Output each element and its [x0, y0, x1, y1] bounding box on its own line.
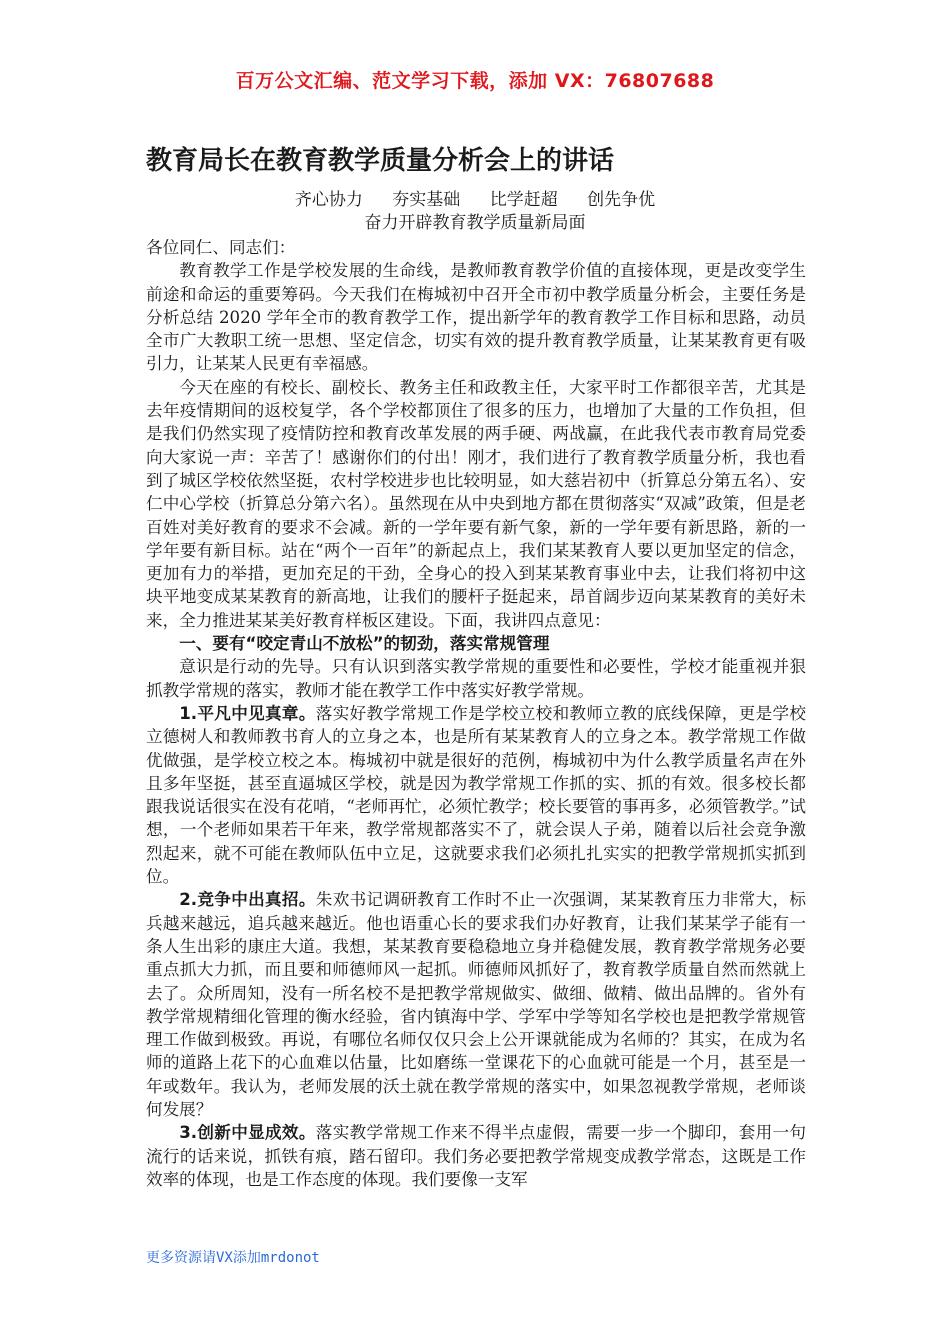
subsection-text: 落实好教学常规工作是学校立校和教师立教的底线保障，更是学校立德树人和教师教书育人的立身之本，也是所有某某教育人的立身之本。教学常规工作做优做强，是学校立校之本。梅城初中就是很好的范例，梅城初中为什么教学质量名声在外且多年坚挺，甚至直逼城区学校，就是因为教学常规工作抓的实、抓的有效。很多校长都跟我说话很实在没有花哨，“老师再忙，必须忙教学；校长要管的事再多，必须管教学。”试想，一个老师如果若干年来，教学常规都落实不了，就会误人子弟，随着以后社会竞争激烈起来，就不可能在教师队伍中立足，这就要求我们必须扎扎实实的把教学常规抓实抓到位。: [146, 703, 807, 887]
subtitle-phrases: [0, 185, 950, 210]
subtitle-line: 奋力开辟教育教学质量新局面: [364, 213, 586, 233]
document-body: [146, 236, 806, 1191]
paragraph: 今天在座的有校长、副校长、教务主任和政教主任，大家平时工作都很辛苦，尤其是去年疫情期间的返校复学，各个学校都顶住了很多的压力，也增加了大量的工作负担，但是我们仍然实现了疫情防控和教育改革发展的两手硬、两战赢，在此我代表市教育局党委向大家说一声：辛苦了！感谢你们的付出！刚才，我们进行了教育教学质量分析，我也看到了城区学校依然坚挺，农村学校进步也比较明显，如大慈岩初中（折算总分第五名）、安仁中心学校（折算总分第六名）。虽然现在从中央到地方都在贯彻落实“双减”政策，但是老百姓对美好教育的要求不会减。新的一学年要有新气象，新的一学年要有新思路，新的一学年要有新目标。站在“两个一百年”的新起点上，我们某某教育人要以更加坚定的信念，更加有力的举措，更加充足的干劲，全身心的投入到某某教育事业中去，让我们将初中这块平地变成某某教育的新高地，让我们的腰杆子挺起来，昂首阔步迈向某某教育的美好未来，全力推进某某美好教育样板区建设。下面，我讲四点意见：: [146, 377, 806, 630]
subsection-heading: 1.平凡中见真章。: [179, 703, 316, 723]
subsection-heading: 3.创新中显成效。: [179, 1123, 316, 1143]
greeting: 各位同仁、同志们：: [146, 238, 296, 257]
subsection-heading: 2.竞争中出真招。: [179, 890, 316, 910]
paragraph: 意识是行动的先导。只有认识到落实教学常规的重要性和必要性，学校才能重视并狠抓教学常规的落实，教师才能在教学工作中落实好教学常规。: [146, 657, 806, 700]
subsection-text: 落实教学常规工作来不得半点虚假，需要一步一个脚印，套用一句流行的话来说，抓铁有痕，踏石留印。我们务必要把教学常规变成教学常态，这既是工作效率的体现，也是工作态度的体现。我们要像一支军: [146, 1123, 807, 1189]
subsection-text: 朱欢书记调研教育工作时不止一次强调，某某教育压力非常大，标兵越来越远，追兵越来越近。他也语重心长的要求我们办好教育，让我们某某学子能有一条人生出彩的康庄大道。我想，某某教育要稳稳地立身并稳健发展，教育教学常规务必要重点抓大力抓，而且要和师德师风一起抓。师德师风抓好了，教育教学质量自然而然就上去了。众所周知，没有一所名校不是把教学常规做实、做细、做精、做出品牌的。省外有教学常规精细化管理的衡水经验，省内镇海中学、学军中学等知名学校也是把教学常规管理工作做到极致。再说，有哪位名师仅仅只会上公开课就能成为名师的？其实，在成为名师的道路上花下的心血难以估量，比如磨练一堂课花下的心血就可能是一个月，甚至是一年或数年。我认为，老师发展的沃土就在教学常规的落实中，如果忽视教学常规，老师谈何发展？: [146, 890, 807, 1119]
footer-note: 更多资源请VX添加mrdonot: [146, 1250, 320, 1266]
paragraph: [146, 702, 806, 888]
paragraph: [146, 1121, 806, 1191]
document-title: 教育局长在教育教学质量分析会上的讲话: [146, 146, 615, 176]
section-heading: 一、要有“咬定青山不放松”的韧劲，落实常规管理: [179, 634, 550, 654]
subtitle-phrase: 齐心协力: [294, 190, 363, 210]
subtitle-phrase: 比学赶超: [489, 190, 558, 210]
subtitle-phrase: 创先争优: [587, 190, 656, 210]
subtitle-phrase: 夯实基础: [392, 190, 461, 210]
header-banner: 百万公文汇编、范文学习下载，添加 VX：76807688: [235, 70, 715, 92]
paragraph: [146, 888, 806, 1121]
paragraph: 教育教学工作是学校发展的生命线，是教师教育教学价值的直接体现，更是改变学生前途和命运的重要筹码。今天我们在梅城初中召开全市初中教学质量分析会，主要任务是分析总结 2020 学年全市的教育教学工作，提出新学年的教育教学工作目标和思路，动员全市广大教职工统一思想、坚定信念，切实有效的提升教育教学质量，让某某教育更有吸引力，让某某人民更有幸福感。: [146, 261, 806, 374]
